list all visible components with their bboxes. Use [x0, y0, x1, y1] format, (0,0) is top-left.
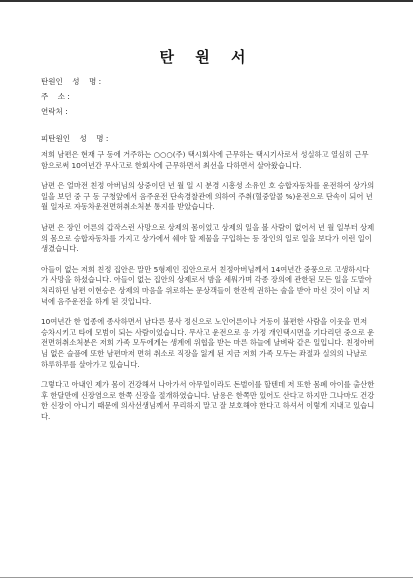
petitioner-address-field: 주 소 : [41, 92, 70, 101]
paragraph: 10여년간 한 업종에 종사하면서 남다른 봉사 정신으로 노인어른이나 거동이 불편한 사람을 이웃을 먼저 승차시키고 타에 모범이 되는 사람이었습니다. 무사고 운전으로 응 가정 개인택시면을 기다리던 중으로 운전면허취소처분은 저희 가족 모두에게는 생계에 위협을 받는 마른 하늘에 날벼락 같은 일입니다. 친정아버님 없은 슬픔에 또한 남편마저 면허 취소로 직장을 잃게 된 지금 저희 가족 모두는 좌절과 실의의 나날로 하루하루를 살아가고 있습니다. [41, 317, 375, 369]
paragraph: 남편 은 장인 어른의 갑작스런 사망으로 상제의 몸이었고 상제의 일을 볼 사람이 없어서 년 월 일부터 상제의 몸으로 승합자동차를 가지고 상가에서 쉐야 할 제물을 구입하는 등 장인의 일로 일을 보다가 이런 일이 생겼습니다. [41, 222, 375, 254]
petitioner-name-field: 탄원인 성 명 : [41, 77, 102, 86]
petition-body [41, 150, 375, 432]
paragraph: 저희 남편은 현재 구 동에 거주하는 ○○○(주) 택시회사에 근무하는 택시기사로서 성실하고 열심히 근무함으로써 10여년간 무사고로 한회사에 근무하면서 최선을 다하면서 살아왔습니다. [41, 150, 369, 170]
defendant-name-field: 피탄원인 성 명 : [41, 134, 109, 143]
paragraph: 아들이 없는 저희 친정 집안은 말만 5형제인 집안으로서 친정아버님께서 14여년간 중풍으로 고생하시다가 사망을 하셨습니다. 아들이 없는 집안의 상제로서 밤을 세워가며 각종 장의에 관한된 모든 일을 도맡아 처리하던 남편 이현승은 상제의 마음을 위로하는 문상객들이 한잔씩 권하는 술을 받아 마신 것이 이날 저녁에 음주운전을 하게 된 것입니다. [41, 264, 372, 306]
petitioner-contact-field: 연락처 : [41, 107, 68, 116]
document-title: 탄 원 서 [159, 48, 254, 66]
paragraph: 남편 은 얼마전 친정 아버님의 상중이던 년 월 일 시 분경 시흥셩 소유인 호 승합자동차를 운전하여 상가의 일을 보던 중 구 동 구청앞에서 음주운전 단속경찰관에 의하여 주취(혈중알콜 %)운전으로 단속이 되어 년 월 일자로 자동차운전면허취소처분 통지를 받았습니다. [41, 181, 375, 212]
party-fields [41, 74, 108, 146]
paragraph: 그렇다고 아내인 제가 몸이 건강해서 나아가서 아무일이라도 돈벌이를 할텐데 저 또한 몸폐 아이를 출산한 후 한달만에 신장염으로 한쪽 신장을 절개하였습니다. 남용은 한쪽만 있어도 산다고 하지만 그나마도 건강한 신장이 아니기 때문에 의사선생님께서 무리하지 말고 잘 보호해야 한다고 하셔서 이렇게 지내고 있습니다. [41, 380, 375, 421]
